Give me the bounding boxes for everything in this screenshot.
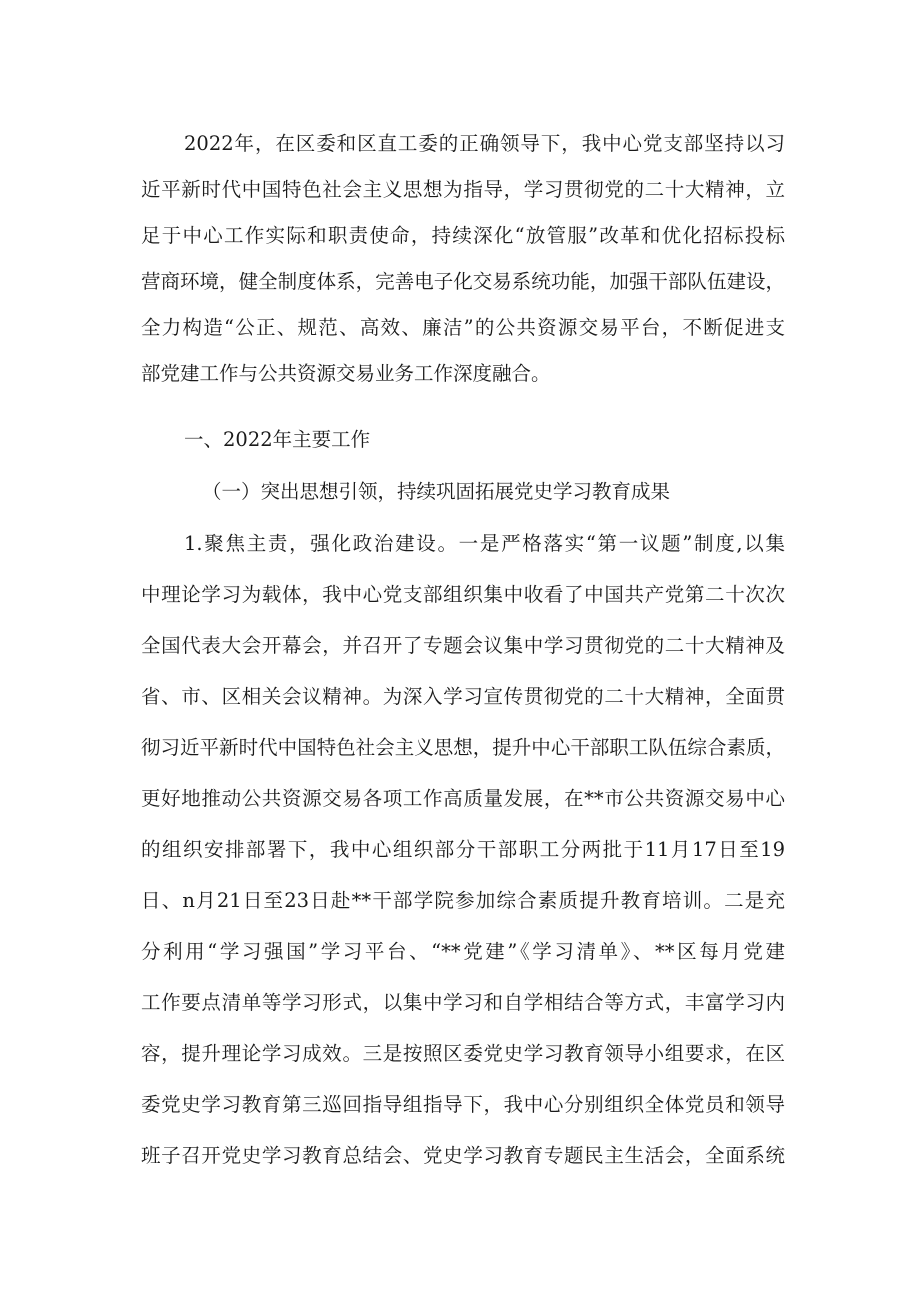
body-line-1: 1.聚焦主责，强化政治建设。一是严格落实“第一议题”制度,以集 <box>184 532 785 555</box>
body-line-10: 工作要点清单等学习形式，以集中学习和自学相结合等方式，丰富学习内 <box>141 991 785 1014</box>
section-heading: 一、2022年主要工作 <box>184 428 371 451</box>
subsection-heading: （一）突出思想引领，持续巩固拓展党史学习教育成果 <box>202 480 671 503</box>
body-line-2: 中理论学习为载体，我中心党支部组织集中收看了中国共产党第二十次次 <box>141 583 785 606</box>
intro-line-2: 近平新时代中国特色社会主义思想为指导，学习贯彻党的二十大精神，立 <box>141 178 785 201</box>
intro-line-5: 全力构造“公正、规范、高效、廉洁”的公共资源交易平台，不断促进支 <box>141 316 785 339</box>
intro-line-4: 营商环境，健全制度体系，完善电子化交易系统功能，加强干部队伍建设， <box>141 270 785 293</box>
body-line-6: 更好地推动公共资源交易各项工作高质量发展，在**市公共资源交易中心 <box>141 787 785 810</box>
intro-line-1: 2022年，在区委和区直工委的正确领导下，我中心党支部坚持以习 <box>184 132 785 155</box>
body-line-5: 彻习近平新时代中国特色社会主义思想，提升中心干部职工队伍综合素质， <box>141 736 785 759</box>
body-line-11: 容，提升理论学习成效。三是按照区委党史学习教育领导小组要求，在区 <box>141 1042 785 1065</box>
body-line-12: 委党史学习教育第三巡回指导组指导下，我中心分别组织全体党员和领导 <box>141 1093 785 1116</box>
intro-line-6: 部党建工作与公共资源交易业务工作深度融合。 <box>141 362 551 385</box>
body-line-7: 的组织安排部署下，我中心组织部分干部职工分两批于11月17日至19 <box>141 838 785 861</box>
body-line-9: 分利用“学习强国”学习平台、“**党建”《学习清单》、**区每月党建 <box>141 940 785 963</box>
body-line-8: 日、n月21日至23日赴**干部学院参加综合素质提升教育培训。二是充 <box>141 889 785 912</box>
body-line-3: 全国代表大会开幕会，并召开了专题会议集中学习贯彻党的二十大精神及 <box>141 634 785 657</box>
body-line-4: 省、市、区相关会议精神。为深入学习宣传贯彻党的二十大精神，全面贯 <box>141 685 785 708</box>
intro-line-3: 足于中心工作实际和职责使命，持续深化“放管服”改革和优化招标投标 <box>141 224 785 247</box>
body-line-13: 班子召开党史学习教育总结会、党史学习教育专题民主生活会，全面系统 <box>141 1144 785 1167</box>
